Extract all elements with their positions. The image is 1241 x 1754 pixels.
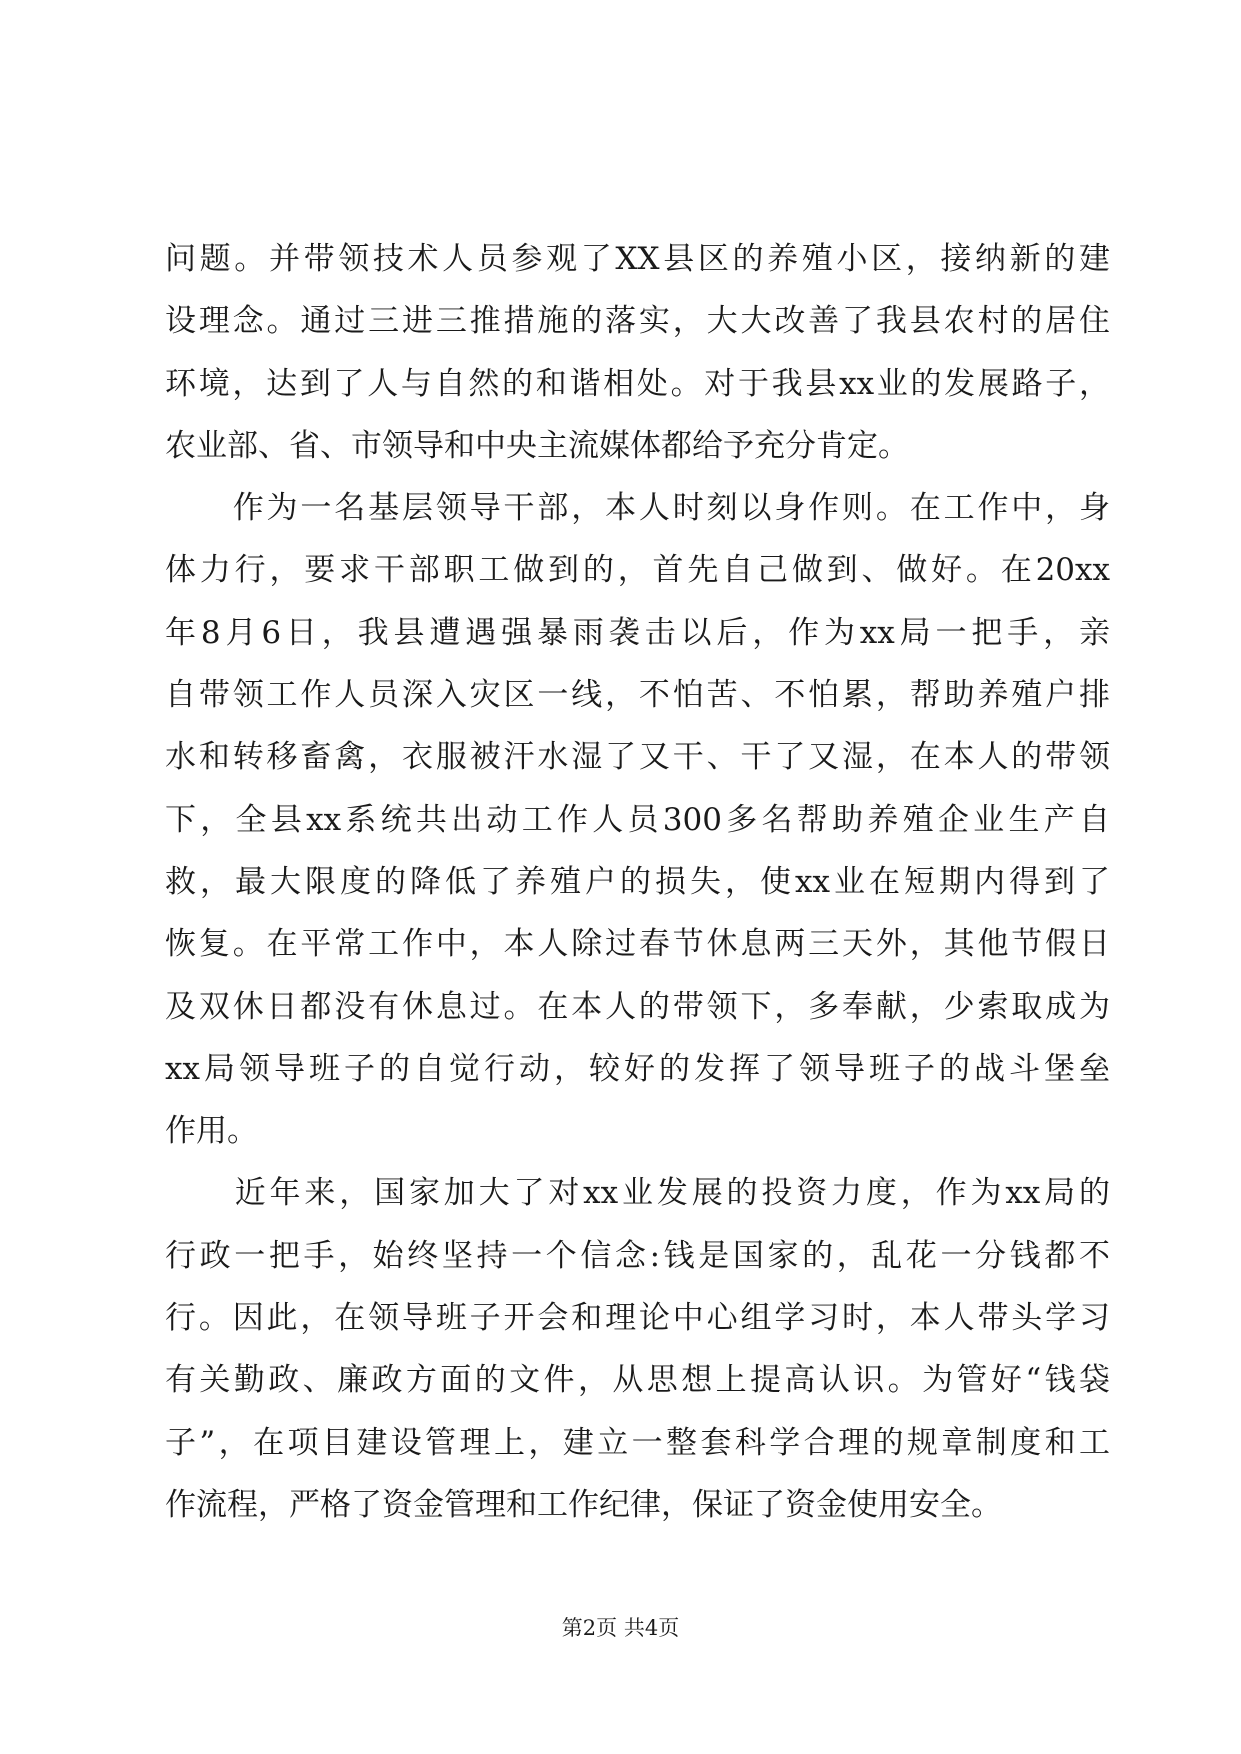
text-line: 行。因此，在领导班子开会和理论中心组学习时，本人带头学习	[165, 1300, 1110, 1337]
text-line: 农业部、省、市领导和中央主流媒体都给予充分肯定。	[165, 427, 909, 464]
text-line: 问题。并带领技术人员参观了XX县区的养殖小区，接纳新的建	[165, 241, 1110, 277]
text-line: 年8月6日，我县遭遇强暴雨袭击以后，作为xx局一把手，亲	[165, 614, 1110, 651]
text-line: 下，全县xx系统共出动工作人员300多名帮助养殖企业生产自	[165, 801, 1110, 838]
text-line: 作流程，严格了资金管理和工作纪律，保证了资金使用安全。	[165, 1486, 1002, 1523]
text-line: 水和转移畜禽，衣服被汗水湿了又干、干了又湿，在本人的带领	[165, 739, 1110, 776]
text-line: 作为一名基层领导干部，本人时刻以身作则。在工作中，身	[165, 490, 1110, 527]
text-line: 救，最大限度的降低了养殖户的损失，使xx业在短期内得到了	[165, 863, 1110, 900]
text-line: 子”，在项目建设管理上，建立一整套科学合理的规章制度和工	[165, 1424, 1110, 1461]
text-line: 恢复。在平常工作中，本人除过春节休息两三天外，其他节假日	[165, 926, 1110, 963]
text-line: 环境，达到了人与自然的和谐相处。对于我县xx业的发展路子，	[165, 365, 1110, 402]
text-line: 行政一把手，始终坚持一个信念:钱是国家的，乱花一分钱都不	[165, 1237, 1110, 1274]
text-line: 自带领工作人员深入灾区一线，不怕苦、不怕累，帮助养殖户排	[165, 677, 1110, 714]
text-line: xx局领导班子的自觉行动，较好的发挥了领导班子的战斗堡垒	[165, 1050, 1110, 1087]
text-line: 设理念。通过三进三推措施的落实，大大改善了我县农村的居住	[165, 303, 1110, 340]
document-body	[165, 228, 1110, 1536]
page-number-footer: 第2页 共4页	[561, 1616, 680, 1640]
text-line: 体力行，要求干部职工做到的，首先自己做到、做好。在20xx	[165, 552, 1110, 589]
text-line: 有关勤政、廉政方面的文件，从思想上提高认识。为管好“钱袋	[165, 1362, 1110, 1399]
text-line: 近年来，国家加大了对xx业发展的投资力度，作为xx局的	[165, 1175, 1110, 1212]
text-line: 及双休日都没有休息过。在本人的带领下，多奉献，少索取成为	[165, 988, 1110, 1025]
text-line: 作用。	[165, 1113, 258, 1150]
